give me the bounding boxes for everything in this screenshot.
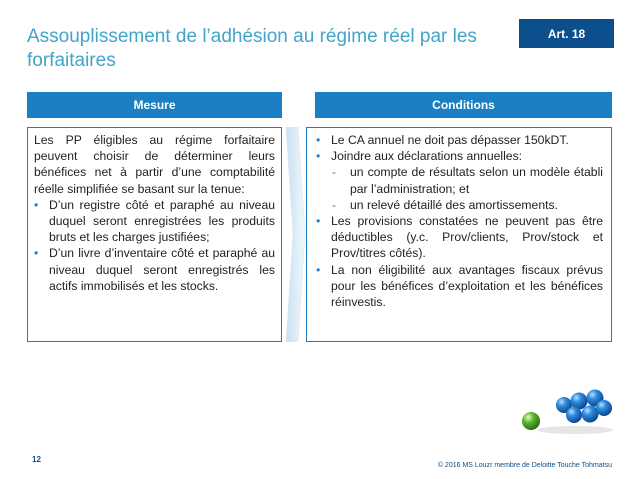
mesure-item-text: D’un livre d’inventaire côté et paraphé au niveau duquel seront enregistrés les actifs immobilisés et les stocks. — [49, 246, 275, 293]
condition-text: Les provisions constatées ne peuvent pas être déductibles (y.c. Prov/clients, Prov/stock et Prov/titres côtés). — [331, 214, 603, 261]
bullet-icon: • — [316, 262, 321, 277]
condition-subtext: un relevé détaillé des amortissements. — [350, 197, 558, 212]
marble-blue — [596, 400, 612, 416]
mesure-box — [27, 127, 282, 342]
mesure-intro: Les PP éligibles au régime forfaitaire peuvent choisir de déterminer leurs bénéfices net à partir d’une comptabilité réelle simplifiée se basant sur la tenue: — [34, 133, 275, 196]
bullet-icon: • — [34, 246, 39, 261]
list-item — [34, 197, 275, 246]
bullet-icon: • — [316, 214, 321, 229]
dash-icon: - — [332, 165, 337, 180]
conditions-header: Conditions — [315, 92, 612, 118]
marble-blue — [582, 406, 599, 423]
marble-blue — [566, 407, 582, 423]
conditions-box — [306, 127, 612, 342]
sub-list-item — [316, 164, 603, 196]
dash-icon: - — [332, 197, 337, 212]
article-tag: Art. 18 — [519, 19, 614, 48]
condition-text: Le CA annuel ne doit pas dépasser 150kDT. — [331, 133, 569, 147]
copyright-notice: © 2016 MS Louzr membre de Deloitte Touche Tohmatsu — [437, 462, 612, 469]
marble-blue — [571, 393, 588, 410]
list-item — [316, 148, 603, 164]
page-number: 12 — [32, 455, 41, 464]
list-item — [34, 245, 275, 294]
marble-green — [522, 412, 540, 430]
sub-list-item — [316, 197, 603, 213]
mesure-header: Mesure — [27, 92, 282, 118]
chevron-arrow-icon — [284, 127, 306, 342]
list-item — [316, 213, 603, 262]
list-item — [316, 132, 603, 148]
bullet-icon: • — [34, 197, 39, 212]
bullet-icon: • — [316, 149, 321, 164]
condition-text: Joindre aux déclarations annuelles: — [331, 149, 523, 164]
mesure-item-text: D’un registre côté et paraphé au niveau duquel seront enregistrées les produits bruts et les charges justifiées; — [49, 197, 275, 245]
marbles-illustration — [515, 384, 615, 436]
list-item — [316, 262, 603, 311]
slide-title: Assouplissement de l’adhésion au régime réel par les forfaitaires — [27, 26, 477, 71]
condition-text: La non éligibilité aux avantages fiscaux prévus pour les bénéfices d’exploitation et les bénéfices réinvestis. — [331, 262, 603, 310]
bullet-icon: • — [316, 133, 321, 147]
condition-subtext: un compte de résultats selon un modèle établi par l’administration; et — [350, 165, 603, 196]
